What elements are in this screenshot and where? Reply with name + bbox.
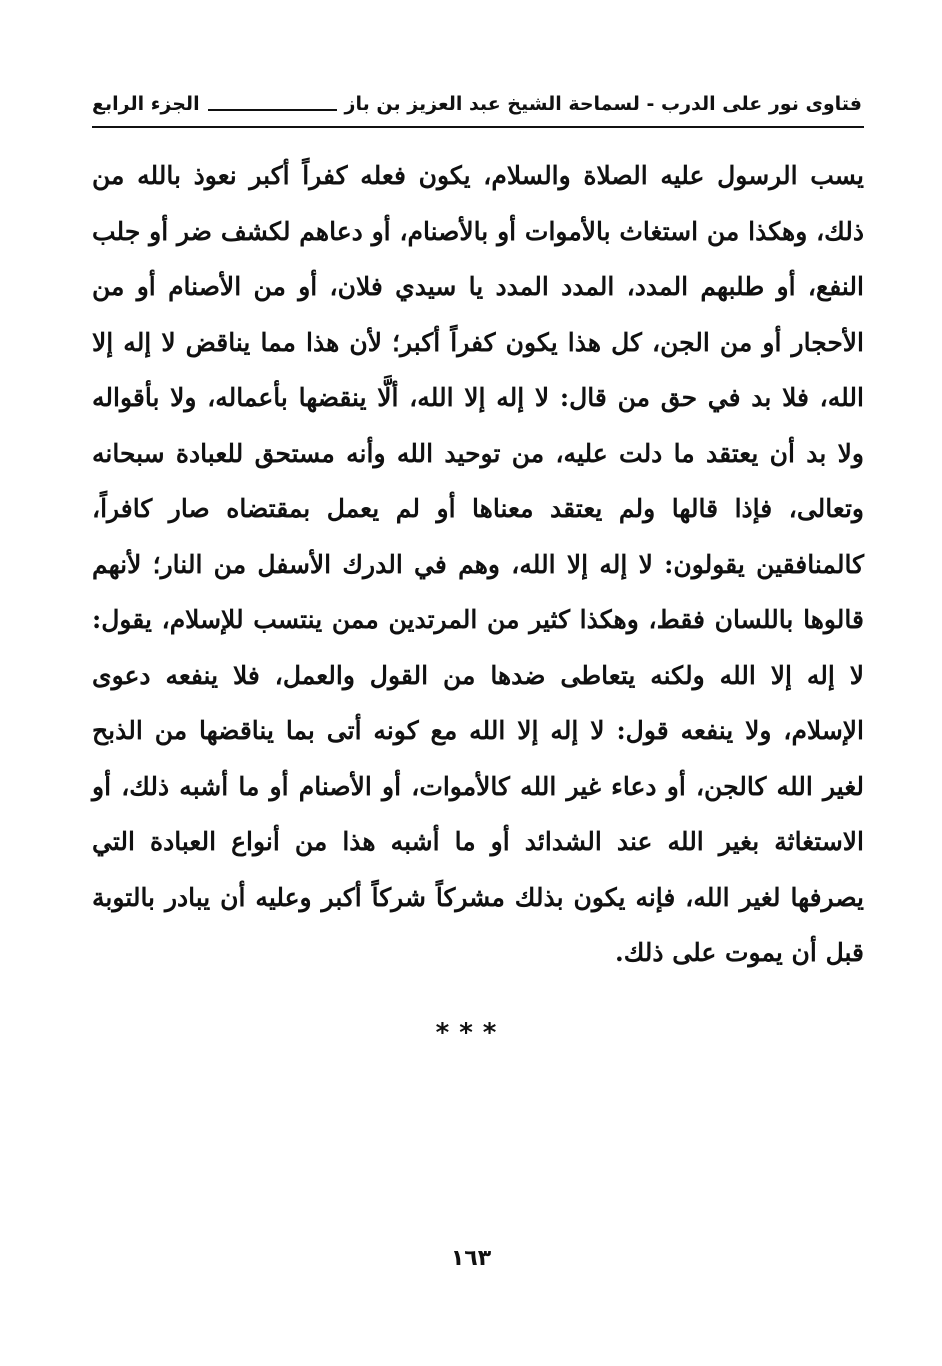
header-part-label: الجزء الرابع — [92, 93, 200, 115]
header-title-rule — [208, 109, 337, 111]
header-divider — [92, 126, 864, 128]
page-number: ١٦٣ — [450, 1246, 492, 1271]
header-title: فتاوى نور على الدرب - لسماحة الشيخ عبد العزيز بن باز — [344, 93, 862, 115]
body-paragraph: يسب الرسول عليه الصلاة والسلام، يكون فعله كفراً أكبر نعوذ بالله من ذلك، وهكذا من استغاث بالأموات أو بالأصنام، أو دعاهم لكشف ضر أو جلب النفع، أو طلبهم المدد، المدد المدد يا سيدي فلان، أو من الأصنام أو من الأحجار أو من الجن، كل هذا يكون كفراً أكبر؛ لأن هذا مما يناقض لا إله إلا الله، فلا بد في حق من قال: لا إله إلا الله، ألَّا ينقضها بأعماله، ولا بأقواله ولا بد أن يعتقد ما دلت عليه، من توحيد الله وأنه مستحق للعبادة سبحانه وتعالى، فإذا قالها ولم يعتقد معناها أو لم يعمل بمقتضاه صار كافراً، كالمنافقين يقولون: لا إله إلا الله، وهم في الدرك الأسفل من النار؛ لأنهم قالوها باللسان فقط، وهكذا كثير من المرتدين ممن ينتسب للإسلام، يقول: لا إله إلا الله ولكنه يتعاطى ضدها من القول والعمل، فلا ينفعه دعوى الإسلام، ولا ينفعه قول: لا إله إلا الله مع كونه أتى بما يناقضها من الذبح لغير الله كالجن، أو دعاء غير الله كالأموات، أو الأصنام أو ما أشبه ذلك، أو الاستغاثة بغير الله عند الشدائد أو ما أشبه هذا من أنواع العبادة التي يصرفها لغير الله، فإنه يكون بذلك مشركاً شركاً أكبر وعليه أن يبادر بالتوبة قبل أن يموت على ذلك. — [92, 161, 864, 967]
section-separator: *** — [435, 1018, 507, 1048]
running-header — [92, 84, 862, 124]
